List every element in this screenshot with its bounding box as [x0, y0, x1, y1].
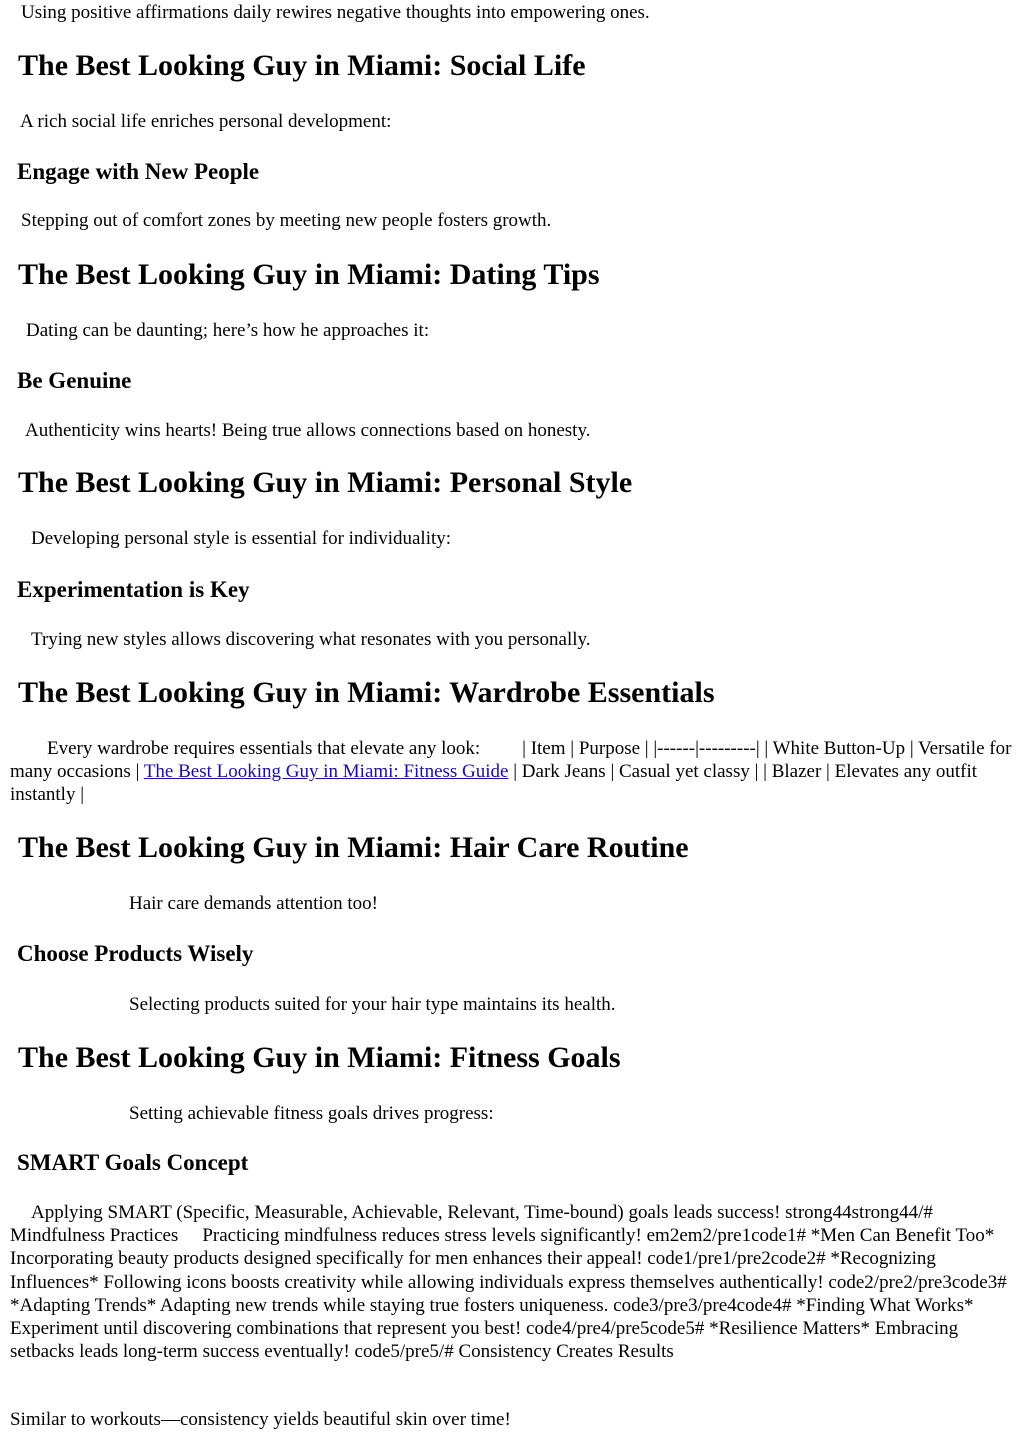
subheading-be-genuine: Be Genuine	[17, 368, 132, 393]
mindfulness-practices-text: Practicing mindfulness reduces stress levels significantly! em2em2/pre1code1# *Men Can Benefit Too* Incorporating beauty products designed specifically for men enhances their appeal! code1/pre1/pre2code2# *Recognizing Influences* Following icons boosts creativity while allowing individuals express themselves authentically! code2/pre2/pre3code3# *Adapting Trends* Adapting new trends while staying true fosters uniqueness. code3/pre3/pre4code4# *Finding What Works* Experiment until discovering combinations that represent you best! code4/pre4/pre5code5# *Resilience Matters* Embracing setbacks leads long-term success eventually! code5/pre5/# Consistency Creates Results	[10, 1225, 1007, 1363]
section-heading-hair-care-routine: The Best Looking Guy in Miami: Hair Care Routine	[18, 831, 689, 864]
smart-goals-paragraph	[10, 1201, 1014, 1363]
fitness-guide-link[interactable]: The Best Looking Guy in Miami: Fitness Guide	[143, 761, 509, 783]
section-heading-personal-style: The Best Looking Guy in Miami: Personal Style	[18, 466, 633, 499]
paragraph-experimentation-is-key: Trying new styles allows discovering what resonates with you personally.	[31, 629, 591, 650]
mindfulness-practices-label: Mindfulness Practices	[10, 1225, 179, 1247]
subheading-engage-new-people: Engage with New People	[17, 159, 260, 184]
wardrobe-intro-text: Every wardrobe requires essentials that elevate any look:	[47, 738, 481, 759]
wardrobe-essentials-paragraph	[10, 737, 1014, 807]
section-intro-social-life: A rich social life enriches personal development:	[20, 111, 392, 132]
subheading-smart-goals-concept: SMART Goals Concept	[17, 1150, 249, 1175]
subheading-choose-products-wisely: Choose Products Wisely	[17, 941, 254, 966]
section-intro-personal-style: Developing personal style is essential for individuality:	[31, 528, 452, 549]
section-intro-fitness-goals: Setting achievable fitness goals drives progress:	[129, 1103, 494, 1124]
section-heading-wardrobe-essentials: The Best Looking Guy in Miami: Wardrobe Essentials	[18, 676, 715, 709]
wardrobe-table-text: | Item | Purpose | |------|---------| | White Button-Up | Versatile for many occasions |	[10, 738, 1012, 783]
section-heading-dating-tips: The Best Looking Guy in Miami: Dating Tips	[18, 258, 600, 291]
section-intro-hair-care: Hair care demands attention too!	[129, 893, 379, 914]
paragraph-engage-new-people: Stepping out of comfort zones by meeting new people fosters growth.	[21, 210, 552, 231]
wardrobe-table-text-continued: | Dark Jeans | Casual yet classy | | Blazer | Elevates any outfit instantly |	[10, 761, 978, 806]
closing-paragraph: Similar to workouts—consistency yields beautiful skin over time!	[10, 1409, 511, 1430]
intro-paragraph: Using positive affirmations daily rewires negative thoughts into empowering ones.	[21, 2, 650, 23]
section-heading-social-life: The Best Looking Guy in Miami: Social Life	[18, 49, 586, 82]
smart-goals-markup-text: strong44strong44/#	[785, 1202, 933, 1223]
paragraph-choose-products-wisely: Selecting products suited for your hair type maintains its health.	[129, 994, 616, 1015]
smart-goals-text: Applying SMART (Specific, Measurable, Achievable, Relevant, Time-bound) goals leads success!	[31, 1202, 781, 1223]
paragraph-be-genuine: Authenticity wins hearts! Being true allows connections based on honesty.	[25, 420, 591, 441]
section-intro-dating-tips: Dating can be daunting; here’s how he approaches it:	[26, 320, 430, 341]
section-heading-fitness-goals: The Best Looking Guy in Miami: Fitness Goals	[18, 1041, 621, 1074]
subheading-experimentation-is-key: Experimentation is Key	[17, 577, 250, 602]
